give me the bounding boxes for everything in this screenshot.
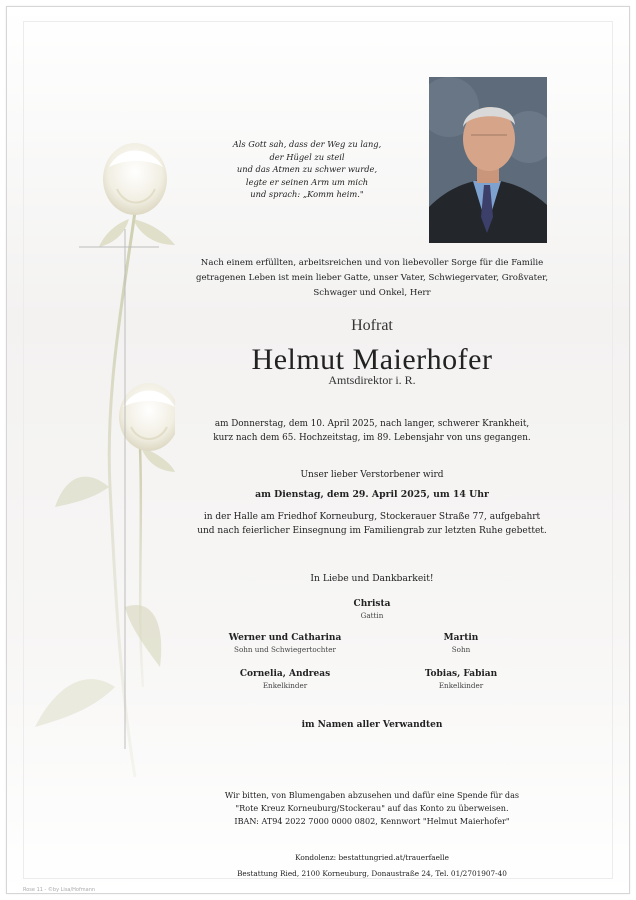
mourner-name: Martin — [443, 633, 479, 643]
mourner-name: Tobias, Fabian — [424, 669, 498, 679]
death-line: am Donnerstag, dem 10. April 2025, nach langer, schwerer Krankheit, — [214, 419, 530, 429]
intro-text — [177, 256, 567, 301]
portrait-photo — [429, 77, 547, 243]
deceased-name: Helmut Maierhofer — [251, 343, 493, 376]
poem-line: und das Atmen zu schwer wurde, — [236, 164, 378, 174]
behalf-line: im Namen aller Verwandten — [301, 720, 443, 730]
mourner-entry — [195, 669, 375, 690]
intro-line: Schwager und Onkel, Herr — [313, 288, 431, 298]
deceased-profession: Amtsdirektor i. R. — [328, 373, 416, 387]
poem-line: und sprach: „Komm heim." — [250, 189, 364, 199]
funeral-date: am Dienstag, dem 29. April 2025, um 14 Uhr — [255, 489, 489, 500]
funeral-home-address: Bestattung Ried, 2100 Korneuburg, Donaustraße 24, Tel. 01/2701907-40 — [237, 869, 507, 878]
mourner-name: Cornelia, Andreas — [239, 669, 331, 679]
portrait-image — [429, 77, 547, 243]
condolence-info — [177, 850, 567, 882]
funeral-line: und nach feierlicher Einsegnung im Familiengrab zur letzten Ruhe gebettet. — [197, 526, 547, 536]
poem-line: legte er seinen Arm um mich — [245, 176, 369, 187]
thanks-line: In Liebe und Dankbarkeit! — [310, 573, 434, 584]
mourner-entry — [195, 633, 375, 654]
mourner-relation: Sohn — [451, 645, 471, 654]
poem-line: Als Gott sah, dass der Weg zu lang, — [232, 139, 382, 149]
donation-line: IBAN: AT94 2022 7000 0000 0802, Kennwort "Helmut Maierhofer" — [234, 816, 510, 826]
cross-icon — [79, 229, 159, 749]
mourner-name: Werner und Catharina — [228, 633, 342, 643]
mourner-relation: Sohn und Schwiegertochter — [234, 645, 336, 654]
death-notice — [177, 417, 567, 445]
mourner-relation: Enkelkinder — [262, 681, 308, 690]
donation-line: Wir bitten, von Blumengaben abzusehen und dafür eine Spende für das — [224, 790, 520, 800]
mourner-relation: Enkelkinder — [438, 681, 484, 690]
funeral-details — [177, 510, 567, 538]
mourner-name: Christa — [353, 599, 391, 609]
mourner-entry — [371, 669, 551, 690]
donation-request — [177, 789, 567, 828]
mourner-entry — [371, 633, 551, 654]
mourner-entry — [282, 599, 462, 620]
funeral-intro: Unser lieber Verstorbener wird — [300, 470, 444, 480]
death-line: kurz nach dem 65. Hochzeitstag, im 89. Lebensjahr von uns gegangen. — [213, 433, 531, 443]
intro-line: Nach einem erfüllten, arbeitsreichen und von liebevoller Sorge für die Familie — [200, 258, 544, 268]
image-credit: Rose 11 - ©by Lisa/Hofmann — [23, 887, 96, 893]
honorific-title: Hofrat — [351, 317, 393, 334]
poem-line: der Hügel zu steil — [269, 151, 345, 162]
donation-line: "Rote Kreuz Korneuburg/Stockerau" auf das Konto zu überweisen. — [235, 803, 509, 813]
poem — [207, 138, 407, 201]
condolence-url: Kondolenz: bestattungried.at/trauerfaelle — [295, 853, 449, 862]
intro-line: getragenen Leben ist mein lieber Gatte, unser Vater, Schwiegervater, Großvater, — [195, 273, 549, 283]
funeral-line: in der Halle am Friedhof Korneuburg, Stockerauer Straße 77, aufgebahrt — [203, 512, 541, 522]
obituary-card — [6, 6, 630, 894]
mourner-relation: Gattin — [360, 611, 384, 620]
